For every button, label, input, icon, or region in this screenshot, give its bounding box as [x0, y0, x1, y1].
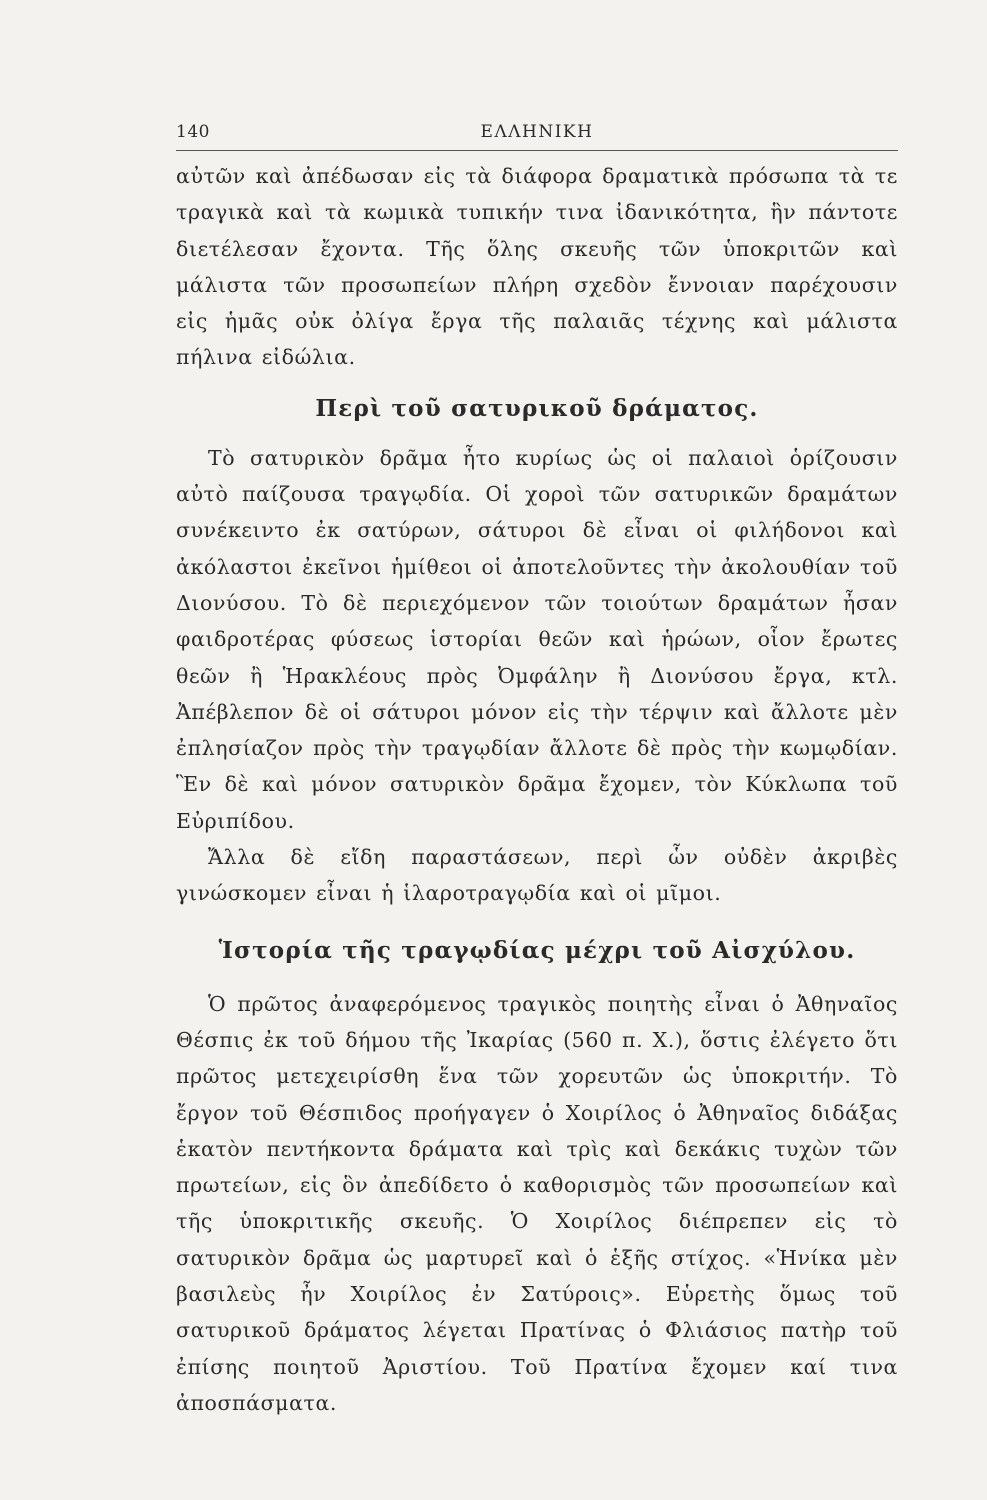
paragraph-satyr-play: Τὸ σατυρικὸν δρᾶμα ἦτο κυρίως ὡς οἱ παλαιοὶ ὁρίζουσιν αὐτὸ παίζουσα τραγῳδία. Οἱ χοροὶ τῶν σατυρικῶν δραμάτων συνέκειντο ἐκ σατύρων, σάτυροι δὲ εἶναι οἱ φιλήδονοι καὶ ἀκόλαστοι ἐκεῖνοι ἡμίθεοι οἱ ἀποτελοῦντες τὴν ἀκολουθίαν τοῦ Διονύσου. Τὸ δὲ περιεχόμενον τῶν τοιούτων δραμάτων ἦσαν φαιδροτέρας φύσεως ἱστορίαι θεῶν καὶ ἡρώων, οἷον ἔρωτες θεῶν ἢ Ἡρακλέους πρὸς Ὀμφάλην ἢ Διονύσου ἔργα, κτλ. Ἀπέβλεπον δὲ οἱ σάτυροι μόνον εἰς τὴν τέρψιν καὶ ἄλλοτε μὲν ἐπλησίαζον πρὸς τὴν τραγῳδίαν ἄλλοτε δὲ πρὸς τὴν κωμῳδίαν. Ἓν δὲ καὶ μόνον σατυρικὸν δρᾶμα ἔχομεν, τὸν Κύκλωπα τοῦ Εὐριπίδου. — [176, 445, 898, 833]
paragraph-continuation: αὐτῶν καὶ ἀπέδωσαν εἰς τὰ διάφορα δραματικὰ πρόσωπα τὰ τε τραγικὰ καὶ τὰ κωμικὰ τυπικήν τινα ἰδανικότητα, ἣν πάντοτε διετέλεσαν ἔχοντα. Τῆς ὅλης σκευῆς τῶν ὑποκριτῶν καὶ μάλιστα τῶν προσωπείων πλήρη σχεδὸν ἔννοιαν παρέχουσιν εἰς ἡμᾶς οὐκ ὀλίγα ἔργα τῆς παλαιᾶς τέχνης καὶ μάλιστα πήλινα εἰδώλια. — [176, 164, 898, 370]
section-heading-satyr-play: Περὶ τοῦ σατυρικοῦ δράματος. — [315, 394, 759, 422]
page-number: 140 — [176, 122, 210, 142]
running-title: ΕΛΛΗΝΙΚΗ — [480, 122, 594, 142]
section-heading-tragedy-history: Ἱστορία τῆς τραγῳδίας μέχρι τοῦ Αἰσχύλου. — [218, 936, 856, 964]
header-rule — [176, 150, 898, 151]
body-text — [176, 158, 898, 1421]
running-head — [176, 122, 898, 150]
paragraph-tragedy-history: Ὁ πρῶτος ἀναφερόμενος τραγικὸς ποιητὴς εἶναι ὁ Ἀθηναῖος Θέσπις ἐκ τοῦ δήμου τῆς Ἰκαρίας (560 π. Χ.), ὅστις ἐλέγετο ὅτι πρῶτος μετεχειρίσθη ἕνα τῶν χορευτῶν ὡς ὑποκριτήν. Τὸ ἔργον τοῦ Θέσπιδος προήγαγεν ὁ Χοιρίλος ὁ Ἀθηναῖος διδάξας ἑκατὸν πεντήκοντα δράματα καὶ τρὶς καὶ δεκάκις τυχὼν τῶν πρωτείων, εἰς ὃν ἀπεδίδετο ὁ καθορισμὸς τῶν προσωπείων καὶ τῆς ὑποκριτικῆς σκευῆς. Ὁ Χοιρίλος διέπρεπεν εἰς τὸ σατυρικὸν δρᾶμα ὡς μαρτυρεῖ καὶ ὁ ἑξῆς στίχος. «Ἡνίκα μὲν βασιλεὺς ἦν Χοιρίλος ἐν Σατύροις». Εὑρετὴς ὅμως τοῦ σατυρικοῦ δράματος λέγεται Πρατίνας ὁ Φλιάσιος πατὴρ τοῦ ἐπίσης ποιητοῦ Ἀριστίου. Τοῦ Πρατίνα ἔχομεν καί τινα ἀποσπάσματα. — [176, 991, 898, 1415]
paragraph-other-performances: Ἄλλα δὲ εἴδη παραστάσεων, περὶ ὧν οὐδὲν ἀκριβὲς γινώσκομεν εἶναι ἡ ἱλαροτραγῳδία καὶ οἱ μῖμοι. — [176, 845, 898, 906]
